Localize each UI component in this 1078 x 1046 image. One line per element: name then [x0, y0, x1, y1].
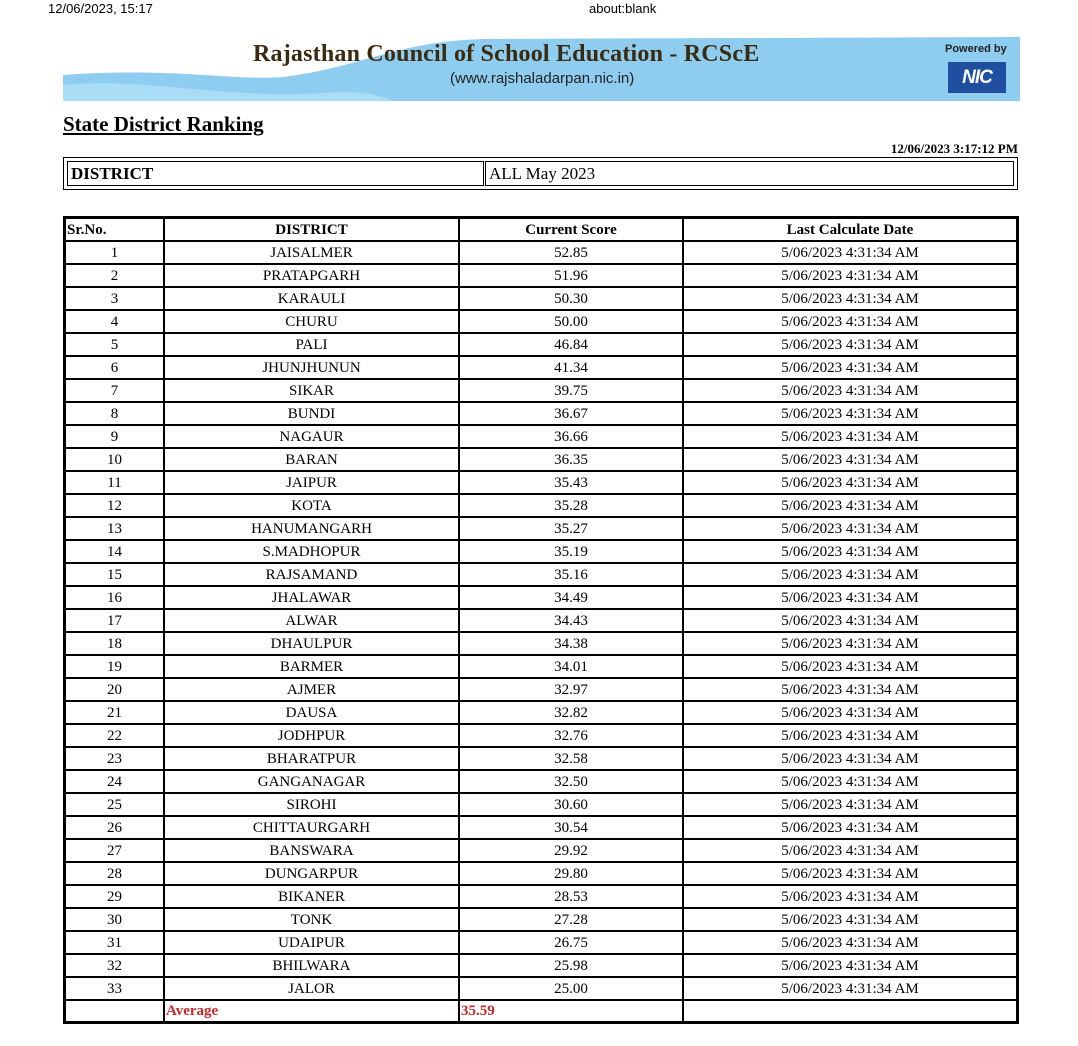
cell-date: 5/06/2023 4:31:34 AM: [683, 747, 1017, 770]
cell-district: BHARATPUR: [164, 747, 459, 770]
cell-district: JHUNJHUNUN: [164, 356, 459, 379]
cell-date: 5/06/2023 4:31:34 AM: [683, 402, 1017, 425]
cell-srno: 23: [65, 747, 164, 770]
cell-srno: 14: [65, 540, 164, 563]
table-row: [65, 241, 1017, 264]
cell-srno: 7: [65, 379, 164, 402]
cell-score: 35.28: [459, 494, 683, 517]
cell-srno: 19: [65, 655, 164, 678]
cell-score: 30.54: [459, 816, 683, 839]
cell-date: 5/06/2023 4:31:34 AM: [683, 264, 1017, 287]
cell-score: 39.75: [459, 379, 683, 402]
table-row: [65, 471, 1017, 494]
cell-date: 5/06/2023 4:31:34 AM: [683, 425, 1017, 448]
table-row: [65, 747, 1017, 770]
cell-srno: 13: [65, 517, 164, 540]
cell-srno: 4: [65, 310, 164, 333]
cell-district: BARAN: [164, 448, 459, 471]
table-row: [65, 770, 1017, 793]
table-row: [65, 402, 1017, 425]
cell-district: TONK: [164, 908, 459, 931]
cell-score: 29.92: [459, 839, 683, 862]
cell-district: CHITTAURGARH: [164, 816, 459, 839]
cell-district: JAIPUR: [164, 471, 459, 494]
cell-district: DAUSA: [164, 701, 459, 724]
table-row: [65, 609, 1017, 632]
average-empty-cell: [683, 1000, 1017, 1022]
cell-date: 5/06/2023 4:31:34 AM: [683, 885, 1017, 908]
cell-score: 34.43: [459, 609, 683, 632]
table-row: [65, 885, 1017, 908]
cell-district: JAISALMER: [164, 241, 459, 264]
table-row: [65, 264, 1017, 287]
cell-score: 32.76: [459, 724, 683, 747]
cell-date: 5/06/2023 4:31:34 AM: [683, 816, 1017, 839]
table-row: [65, 816, 1017, 839]
cell-srno: 15: [65, 563, 164, 586]
cell-district: BUNDI: [164, 402, 459, 425]
table-row: [65, 563, 1017, 586]
cell-date: 5/06/2023 4:31:34 AM: [683, 609, 1017, 632]
cell-score: 35.16: [459, 563, 683, 586]
cell-district: ALWAR: [164, 609, 459, 632]
banner-website: (www.rajshaladarpan.nic.in): [450, 70, 635, 87]
table-row: [65, 310, 1017, 333]
table-row: [65, 425, 1017, 448]
table-row: [65, 632, 1017, 655]
cell-date: 5/06/2023 4:31:34 AM: [683, 655, 1017, 678]
cell-srno: 1: [65, 241, 164, 264]
cell-district: CHURU: [164, 310, 459, 333]
cell-date: 5/06/2023 4:31:34 AM: [683, 494, 1017, 517]
table-row: [65, 448, 1017, 471]
cell-srno: 18: [65, 632, 164, 655]
table-row: [65, 494, 1017, 517]
cell-date: 5/06/2023 4:31:34 AM: [683, 586, 1017, 609]
cell-date: 5/06/2023 4:31:34 AM: [683, 724, 1017, 747]
cell-score: 29.80: [459, 862, 683, 885]
cell-srno: 27: [65, 839, 164, 862]
table-row: [65, 333, 1017, 356]
cell-srno: 32: [65, 954, 164, 977]
cell-score: 32.58: [459, 747, 683, 770]
table-row: [65, 379, 1017, 402]
cell-score: 50.00: [459, 310, 683, 333]
table-row: [65, 908, 1017, 931]
powered-by-label: Powered by: [945, 43, 1007, 55]
table-row: [65, 517, 1017, 540]
cell-score: 28.53: [459, 885, 683, 908]
cell-score: 25.00: [459, 977, 683, 1000]
cell-date: 5/06/2023 4:31:34 AM: [683, 471, 1017, 494]
cell-srno: 11: [65, 471, 164, 494]
table-row: [65, 977, 1017, 1000]
cell-district: S.MADHOPUR: [164, 540, 459, 563]
cell-srno: 16: [65, 586, 164, 609]
print-header: [0, 0, 1078, 18]
cell-date: 5/06/2023 4:31:34 AM: [683, 701, 1017, 724]
cell-date: 5/06/2023 4:31:34 AM: [683, 540, 1017, 563]
table-row: [65, 287, 1017, 310]
cell-district: UDAIPUR: [164, 931, 459, 954]
cell-score: 46.84: [459, 333, 683, 356]
table-row: [65, 586, 1017, 609]
cell-srno: 5: [65, 333, 164, 356]
header-banner: [63, 37, 1020, 101]
cell-srno: 29: [65, 885, 164, 908]
cell-district: PRATAPGARH: [164, 264, 459, 287]
cell-district: BANSWARA: [164, 839, 459, 862]
cell-srno: 22: [65, 724, 164, 747]
filter-label: DISTRICT: [67, 161, 484, 186]
cell-score: 50.30: [459, 287, 683, 310]
cell-score: 34.38: [459, 632, 683, 655]
cell-score: 27.28: [459, 908, 683, 931]
cell-srno: 10: [65, 448, 164, 471]
cell-score: 52.85: [459, 241, 683, 264]
cell-score: 35.19: [459, 540, 683, 563]
cell-score: 35.27: [459, 517, 683, 540]
cell-date: 5/06/2023 4:31:34 AM: [683, 310, 1017, 333]
cell-date: 5/06/2023 4:31:34 AM: [683, 287, 1017, 310]
cell-district: GANGANAGAR: [164, 770, 459, 793]
cell-srno: 8: [65, 402, 164, 425]
table-header-row: [65, 218, 1017, 241]
table-row: [65, 931, 1017, 954]
table-row: [65, 655, 1017, 678]
cell-district: PALI: [164, 333, 459, 356]
column-header-district: DISTRICT: [164, 218, 459, 241]
cell-srno: 31: [65, 931, 164, 954]
column-header-score: Current Score: [459, 218, 683, 241]
cell-district: DHAULPUR: [164, 632, 459, 655]
average-row: [65, 1000, 1017, 1022]
cell-date: 5/06/2023 4:31:34 AM: [683, 908, 1017, 931]
cell-district: KOTA: [164, 494, 459, 517]
cell-srno: 28: [65, 862, 164, 885]
cell-srno: 17: [65, 609, 164, 632]
print-timestamp: 12/06/2023, 15:17: [48, 1, 153, 16]
table-row: [65, 701, 1017, 724]
generated-timestamp: 12/06/2023 3:17:12 PM: [890, 141, 1018, 156]
cell-srno: 26: [65, 816, 164, 839]
page-title: State District Ranking: [63, 112, 264, 136]
column-header-date: Last Calculate Date: [683, 218, 1017, 241]
cell-district: RAJSAMAND: [164, 563, 459, 586]
cell-score: 34.49: [459, 586, 683, 609]
average-value: 35.59: [459, 1000, 683, 1022]
cell-score: 32.50: [459, 770, 683, 793]
cell-district: BARMER: [164, 655, 459, 678]
cell-score: 30.60: [459, 793, 683, 816]
table-row: [65, 862, 1017, 885]
average-label: Average: [164, 1000, 459, 1022]
cell-srno: 30: [65, 908, 164, 931]
cell-srno: 25: [65, 793, 164, 816]
cell-date: 5/06/2023 4:31:34 AM: [683, 839, 1017, 862]
cell-district: KARAULI: [164, 287, 459, 310]
average-empty-cell: [65, 1000, 164, 1022]
table-row: [65, 724, 1017, 747]
cell-district: NAGAUR: [164, 425, 459, 448]
cell-srno: 12: [65, 494, 164, 517]
cell-date: 5/06/2023 4:31:34 AM: [683, 379, 1017, 402]
table-row: [65, 678, 1017, 701]
cell-srno: 33: [65, 977, 164, 1000]
cell-score: 32.82: [459, 701, 683, 724]
filter-bar: [63, 157, 1018, 190]
cell-srno: 24: [65, 770, 164, 793]
banner-title: Rajasthan Council of School Education - RCScE: [253, 41, 760, 67]
cell-date: 5/06/2023 4:31:34 AM: [683, 954, 1017, 977]
nic-logo: NIC: [948, 62, 1006, 93]
cell-score: 41.34: [459, 356, 683, 379]
cell-score: 26.75: [459, 931, 683, 954]
cell-date: 5/06/2023 4:31:34 AM: [683, 448, 1017, 471]
print-url: about:blank: [589, 1, 657, 16]
district-ranking-table: [63, 216, 1019, 1024]
cell-date: 5/06/2023 4:31:34 AM: [683, 793, 1017, 816]
cell-district: BHILWARA: [164, 954, 459, 977]
cell-district: HANUMANGARH: [164, 517, 459, 540]
cell-score: 51.96: [459, 264, 683, 287]
cell-score: 36.66: [459, 425, 683, 448]
cell-district: DUNGARPUR: [164, 862, 459, 885]
cell-srno: 6: [65, 356, 164, 379]
cell-date: 5/06/2023 4:31:34 AM: [683, 563, 1017, 586]
cell-date: 5/06/2023 4:31:34 AM: [683, 356, 1017, 379]
cell-date: 5/06/2023 4:31:34 AM: [683, 517, 1017, 540]
filter-value: ALL May 2023: [485, 161, 1014, 186]
cell-srno: 20: [65, 678, 164, 701]
cell-date: 5/06/2023 4:31:34 AM: [683, 333, 1017, 356]
table-row: [65, 540, 1017, 563]
cell-score: 36.67: [459, 402, 683, 425]
cell-district: AJMER: [164, 678, 459, 701]
cell-date: 5/06/2023 4:31:34 AM: [683, 862, 1017, 885]
column-header-srno: Sr.No.: [65, 218, 164, 241]
cell-date: 5/06/2023 4:31:34 AM: [683, 977, 1017, 1000]
cell-score: 36.35: [459, 448, 683, 471]
table-row: [65, 793, 1017, 816]
cell-score: 32.97: [459, 678, 683, 701]
cell-date: 5/06/2023 4:31:34 AM: [683, 632, 1017, 655]
cell-district: SIKAR: [164, 379, 459, 402]
cell-district: JALOR: [164, 977, 459, 1000]
cell-score: 35.43: [459, 471, 683, 494]
cell-district: BIKANER: [164, 885, 459, 908]
cell-date: 5/06/2023 4:31:34 AM: [683, 931, 1017, 954]
cell-district: JHALAWAR: [164, 586, 459, 609]
cell-date: 5/06/2023 4:31:34 AM: [683, 678, 1017, 701]
cell-date: 5/06/2023 4:31:34 AM: [683, 241, 1017, 264]
cell-district: SIROHI: [164, 793, 459, 816]
cell-srno: 21: [65, 701, 164, 724]
cell-date: 5/06/2023 4:31:34 AM: [683, 770, 1017, 793]
cell-score: 34.01: [459, 655, 683, 678]
cell-district: JODHPUR: [164, 724, 459, 747]
cell-srno: 3: [65, 287, 164, 310]
table-row: [65, 839, 1017, 862]
table-row: [65, 356, 1017, 379]
cell-score: 25.98: [459, 954, 683, 977]
table-row: [65, 954, 1017, 977]
cell-srno: 9: [65, 425, 164, 448]
cell-srno: 2: [65, 264, 164, 287]
